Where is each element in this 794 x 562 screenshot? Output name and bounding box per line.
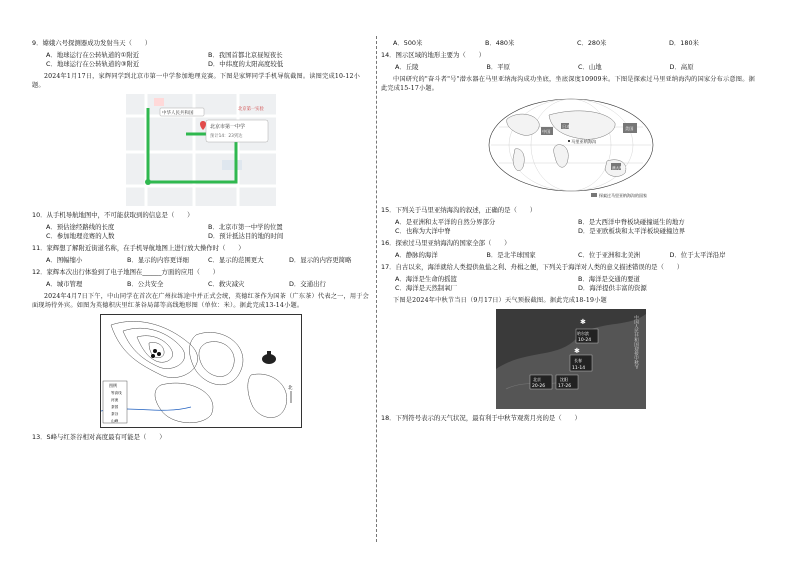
right-column [381,39,761,426]
question-9-options [46,51,370,69]
option: C．地球运行在公转轨道的③附近 [46,60,140,68]
question-13-options [393,39,761,48]
option: A．500米 [393,39,423,47]
city-name: 北京 [533,377,541,382]
option: C．参加地理竞赛的人数 [46,232,115,240]
option: B．480米 [485,39,515,47]
option: A．地球运行在公转轨道的①附近 [46,51,140,59]
option: A．静脉的海洋 [395,251,438,259]
contour-map [101,315,301,427]
legend-item: 河流 [111,398,119,402]
option: B．平原 [486,63,511,71]
option: C．显示的范围更大 [208,256,264,264]
legend-title: 图例 [109,383,117,388]
weather-card [530,375,552,389]
question-14-options [395,63,761,72]
question-12-options [46,280,370,289]
weather-card [556,375,578,389]
country-label: 美国 [625,126,634,131]
north-label: 北 [288,386,293,391]
question-17: 17．自古以来，海洋就给人类提供鱼盐之利、舟楫之便，下列关于海洋对人类的意义描述错误的是（ ） [381,263,684,271]
option: A．城市管理 [46,280,83,288]
option: D．中纬度的太阳高度较低 [208,60,284,68]
city-temp: 20-26 [532,384,546,389]
option: D．高原 [669,63,694,71]
option: D．是亚欧板块和太平洋板块碰撞边界 [578,227,686,235]
option: A．预估途经路线的长度 [46,223,115,231]
passage-10-12: 2024年1月17日，家辉同学到北京市第一中学参加地理竞赛。下图是家辉同学手机导航截图。读图完成10-12小题。 [32,73,361,89]
option: D．预计抵达目的地的时间 [208,232,284,240]
question-15: 15．下列关于马里亚纳海沟的叙述，正确的是（ ） [381,206,537,214]
city-name: 长春 [574,358,582,363]
question-14: 14．图示区域的地形主要为（ ） [381,51,485,59]
city-temp: 10-24 [578,338,592,343]
question-16-options [395,251,761,260]
legend-item: 山峰 [111,419,119,423]
vertical-caption: 中国人民共和国迎接中秋节 [633,315,639,369]
option: A．海洋是生命的摇篮 [395,275,457,283]
question-18: 18．下列符号表示的天气状况，最有利于中秋节观赏月亮的是（ ） [381,414,581,422]
legend-item: 茶园 [111,405,119,409]
question-12: 12．家辉本次出行体验到了电子地图在______方面的应用（ ） [32,268,220,276]
city-temp: 11-14 [572,366,586,371]
left-column [32,39,370,445]
option: C．海洋是天然制氧厂 [395,284,457,292]
option: C．位于亚洲和北美洲 [578,251,640,259]
option: D．显示的内容更简略 [289,256,352,264]
city-name: 哈尔滨 [577,331,589,336]
city-temp: 17-26 [558,384,572,389]
navigation-map-figure [126,94,276,206]
question-11: 11．家辉想了解附近街道名称，在手机导航地图上进行放大操作时（ ） [32,244,245,252]
world-map [487,97,655,201]
option: C．救灾减灾 [208,280,245,288]
map-label: 北京市第一中学 [210,124,246,130]
contour-map-figure [100,314,302,428]
question-17-options [395,275,761,293]
snow-icon: ✱ [580,318,586,326]
passage-13-14: 2024年4月7日下午，中山同学在首次在广州拉练途中并正式会统，英德红茶作为国茶（广东茶）代表之一，用于会面现场待外宾。如图为英德积庆里红茶谷局部等高线地形图（单位：米）。据此完成13-14小题。 [32,293,370,309]
option: B．海洋是交通的要道 [578,275,640,283]
option: A．图幅缩小 [46,256,83,264]
world-map-figure [487,97,655,201]
option: D．位于太平洋沿岸 [669,251,726,259]
country-label: 中国 [542,129,551,134]
passage-18-19: 下图是2024年中秋节当日（9月17日）天气预报截图。据此完成18-19小题 [393,297,607,304]
option: B．北京市第一中学的位置 [208,223,283,231]
map-label: 预计14：23到达 [210,134,243,139]
legend-item: 等高线 [111,391,122,395]
city-name: 沈阳 [560,377,568,382]
column-divider [376,36,377,542]
option: A．是亚洲和太平洋的自然分界部分 [395,218,496,226]
question-10-options [46,223,370,241]
trench-marker-icon [568,140,570,142]
question-13: 13．S峰与红茶谷相对高度最有可能是（ ） [32,433,166,441]
question-11-options [46,256,370,265]
legend-item: 茶谷 [111,412,119,416]
question-10: 10．从手机导航地图中，不可能获取到的信息是（ ） [32,211,194,219]
map-label: 中华人民共和国 [162,111,194,116]
option: D．交通出行 [289,280,326,288]
option: B．是北半球国家 [486,251,536,259]
weather-map-figure [496,309,646,409]
snow-icon: ✱ [574,347,580,355]
option: D．180米 [669,39,699,47]
map-caption: 探索过马里亚纳海沟的国家 [599,193,647,198]
option: B．显示的内容更详细 [127,256,189,264]
question-9: 9．嫦娥六号探测器成功发射当天（ ） [32,39,152,47]
trench-label: 马里亚纳海沟 [571,139,597,144]
country-label: 澳大利亚 [612,166,627,170]
map-label: 北京第一实验 [238,107,264,112]
country-label: 日本 [562,124,571,129]
option: C．山地 [578,63,602,71]
navigation-map [126,94,276,206]
passage-15-17: 中国研究的"奋斗者"号"潜水器在马里亚纳海沟成功坐底，坐底深度10909米。下图是探索过马里亚纳海沟的国家分布示意图。据此完成15-17小题。 [381,76,755,92]
option: B．我国首都北京昼短夜长 [208,51,283,59]
option: B．公共安全 [127,280,164,288]
option: C．也称为大洋中脊 [395,227,451,235]
option: C．280米 [577,39,607,47]
weather-map [496,309,646,409]
option: B．是大西洋中脊板块碰撞诞生的地方 [578,218,685,226]
option: A．丘陵 [395,63,419,71]
legend-swatch [591,193,597,197]
question-16: 16．探索过马里亚纳海沟的国家全部（ ） [381,239,511,247]
option: D．海洋提供丰富的资源 [578,284,647,292]
question-15-options [395,218,761,236]
